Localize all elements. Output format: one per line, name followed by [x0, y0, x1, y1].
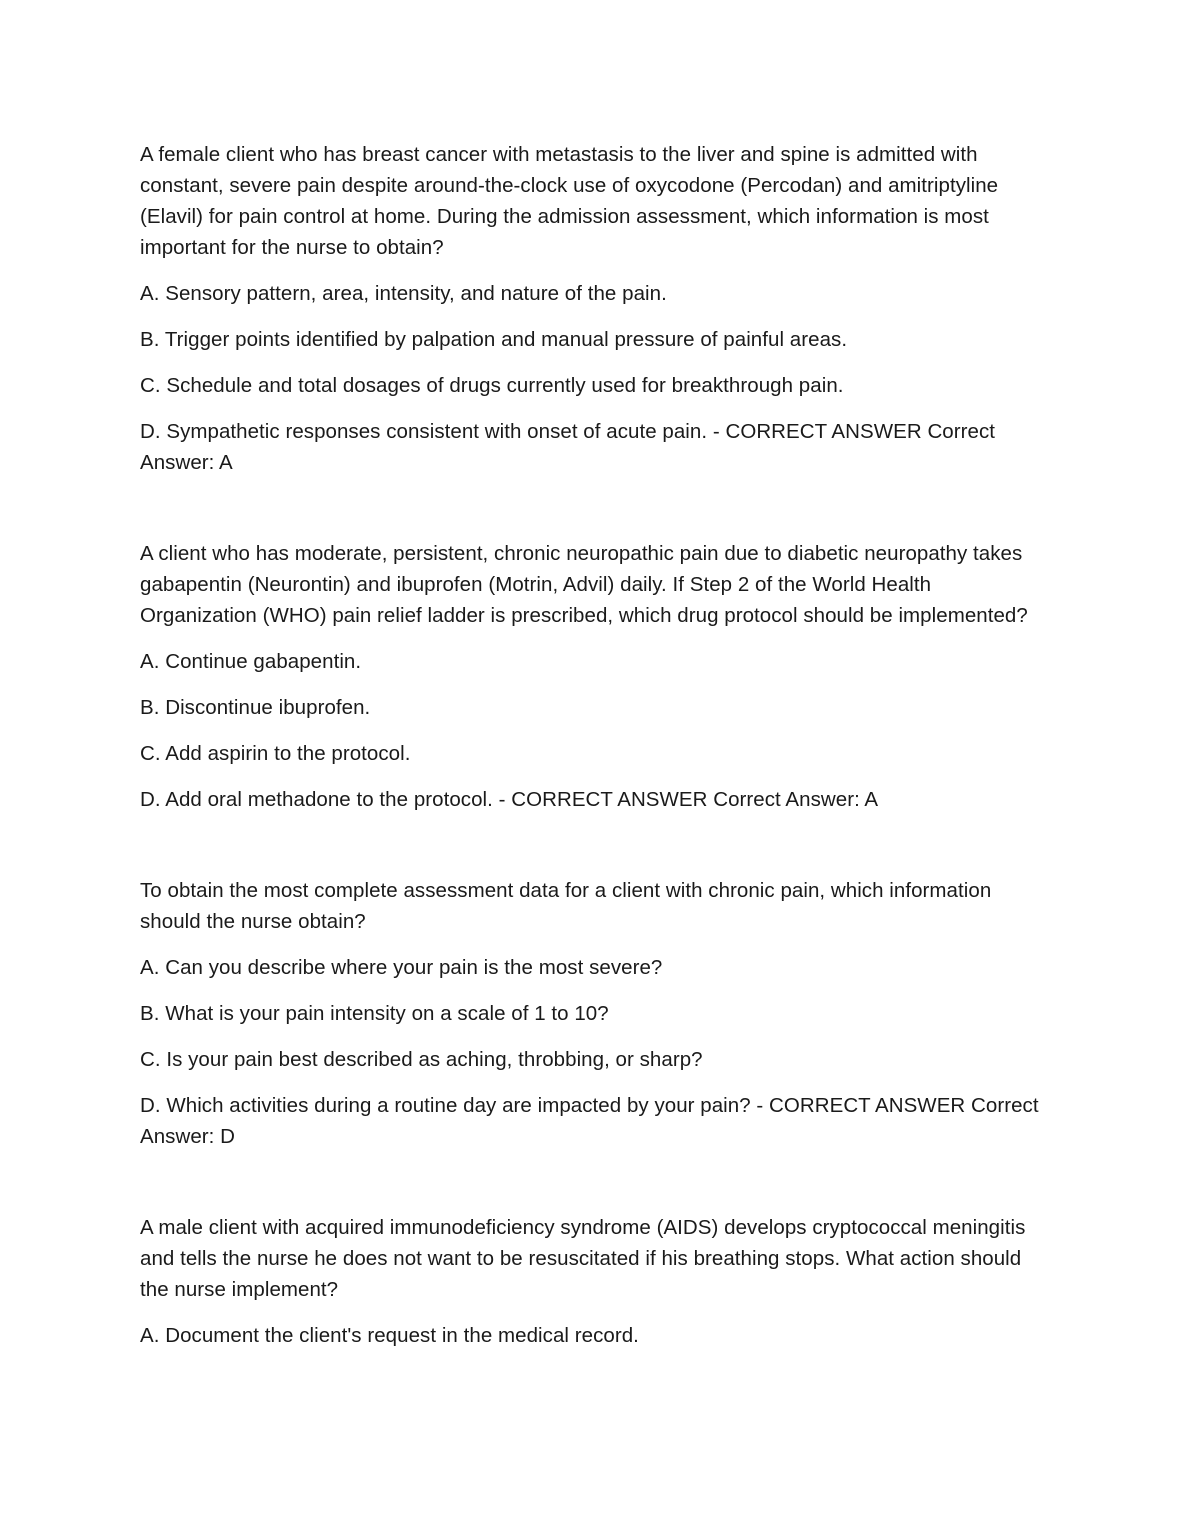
- question-2: [140, 538, 1050, 815]
- answer-option-a: A. Can you describe where your pain is the most severe?: [140, 956, 663, 979]
- question-stem: To obtain the most complete assessment data for a client with chronic pain, which information should the nurse obtain?: [140, 879, 992, 933]
- answer-option-d: D. Sympathetic responses consistent with onset of acute pain. - CORRECT ANSWER Correct Answer: A: [140, 420, 995, 474]
- answer-option-b: B. What is your pain intensity on a scale of 1 to 10?: [140, 1002, 609, 1025]
- question-3: [140, 875, 1050, 1152]
- answer-option-a: A. Continue gabapentin.: [140, 650, 362, 673]
- question-4: [140, 1212, 1050, 1351]
- question-stem: A female client who has breast cancer with metastasis to the liver and spine is admitted with constant, severe pain despite around-the-clock use of oxycodone (Percodan) and amitriptyline (Elavil) for pain control at home. During the admission assessment, which information is most important for the nurse to obtain?: [140, 143, 999, 259]
- answer-option-d: D. Add oral methadone to the protocol. - CORRECT ANSWER Correct Answer: A: [140, 788, 879, 811]
- answer-option-d: D. Which activities during a routine day are impacted by your pain? - CORRECT ANSWER Correct Answer: D: [140, 1094, 1039, 1148]
- document-page: [140, 139, 1050, 1351]
- answer-option-b: B. Trigger points identified by palpation and manual pressure of painful areas.: [140, 328, 848, 351]
- question-stem: A male client with acquired immunodeficiency syndrome (AIDS) develops cryptococcal meningitis and tells the nurse he does not want to be resuscitated if his breathing stops. What action should the nurse implement?: [140, 1216, 1026, 1301]
- question-stem: A client who has moderate, persistent, chronic neuropathic pain due to diabetic neuropathy takes gabapentin (Neurontin) and ibuprofen (Motrin, Advil) daily. If Step 2 of the World Health Organization (WHO) pain relief ladder is prescribed, which drug protocol should be implemented?: [140, 542, 1028, 627]
- answer-option-b: B. Discontinue ibuprofen.: [140, 696, 371, 719]
- answer-option-c: C. Add aspirin to the protocol.: [140, 742, 411, 765]
- answer-option-c: C. Schedule and total dosages of drugs currently used for breakthrough pain.: [140, 374, 844, 397]
- answer-option-c: C. Is your pain best described as aching, throbbing, or sharp?: [140, 1048, 703, 1071]
- question-1: [140, 139, 1050, 478]
- answer-option-a: A. Sensory pattern, area, intensity, and nature of the pain.: [140, 282, 667, 305]
- answer-option-a: A. Document the client's request in the medical record.: [140, 1324, 639, 1347]
